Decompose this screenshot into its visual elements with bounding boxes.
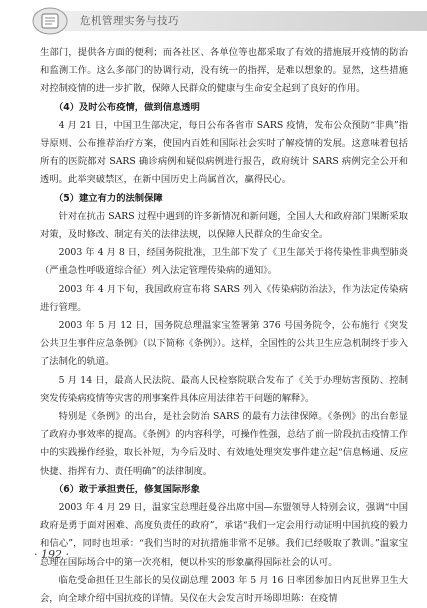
section-heading: （6）敢于承担责任，修复国际形象 xyxy=(53,483,200,495)
page-header xyxy=(0,0,427,40)
body-paragraph: 生部门，提供各方面的便利；而各社区、各单位等也都采取了有效的措施展开疫情的防治和监测工作。这么多部门的协调行动，没有统一的指挥，是难以想象的。显然，这些措施对控制疫情的进一步扩散，保障人民群众的健康与生命安全起到了良好的作用。 xyxy=(40,47,408,95)
body-paragraph: 2003 年 4 月 8 日，经国务院批准，卫生部下发了《卫生部关于将传染性非典型肺炎（严重急性呼吸道综合征）列入法定管理传染病的通知》。 xyxy=(40,247,408,277)
section-heading: （4）及时公布疫情，做到信息透明 xyxy=(53,101,200,113)
section-heading: （5）建立有力的法制保障 xyxy=(53,192,163,204)
running-title: 危机管理实务与技巧 xyxy=(80,15,179,27)
body-paragraph: 2003 年 4 月下旬，我国政府宣布将 SARS 列入《传染病防治法》，作为法定传染病进行管理。 xyxy=(40,283,408,313)
body-paragraph: 特别是《条例》的出台，是社会防治 SARS 的最有力法律保障。《条例》的出台彰显了政府办事效率的提高。《条例》的内容科学，可操作性强，总结了前一阶段抗击疫情工作中的实践操作经验，取长补短，为今后及时、有效地处理突发事件建立起“信息畅通、反应快捷、指挥有力、责任明确”的法律制度。 xyxy=(40,411,408,477)
body-paragraph: 针对在抗击 SARS 过程中遇到的许多新情况和新问题，全国人大和政府部门果断采取对策，及时修改、制定有关的法律法规，以保障人民群众的生命安全。 xyxy=(40,210,408,241)
body-paragraph: 临危受命担任卫生部长的吴仪副总理 2003 年 5 月 16 日率团参加日内瓦世界卫生大会，向全球介绍中国抗疫的详情。吴仪在大会发言时开场即坦陈：在疫情 xyxy=(40,574,408,605)
body-paragraph: 2003 年 4 月 29 日，温家宝总理赶曼谷出席中国—东盟领导人特别会议，强调“中国政府是勇于面对困难、高度负责任的政府”，承诺“我们一定会用行动证明中国抗疫的毅力和信心”，同时也坦承：“我们当时的对抗措施非常不足够。我们已经吸取了教训。”温家宝总理在国际场合中的第一次亮相，便以朴实的形象赢得国际社会的认可。 xyxy=(40,502,408,568)
page-body xyxy=(40,44,408,608)
page-number: · 192 · xyxy=(34,548,69,561)
body-paragraph: 2003 年 5 月 12 日，国务院总理温家宝签署第 376 号国务院令，公布施行《突发公共卫生事件应急条例》（以下简称《条例》）。这样，全国性的公共卫生应急机制终于步入了法制化的轨道。 xyxy=(40,320,408,368)
scroll-book-icon xyxy=(30,5,70,37)
body-paragraph: 4 月 21 日，中国卫生部决定，每日公布各省市 SARS 疫情，发布公众预防“非典”指导原则、公布推荐治疗方案，使国内百姓和国际社会实时了解疫情的发展。这意味着包括所有的医院都对 SARS 确诊病例和疑似病例进行报告，政府统计 SARS 病例完全公开和透明。此举突破禁区，在新中国历史上尚属首次，赢得民心。 xyxy=(40,119,408,186)
body-paragraph: 5 月 14 日，最高人民法院、最高人民检察院联合发布了《关于办理妨害预防、控制突发传染病疫情等灾害的刑事案件具体应用法律若干问题的解释》。 xyxy=(40,374,408,404)
